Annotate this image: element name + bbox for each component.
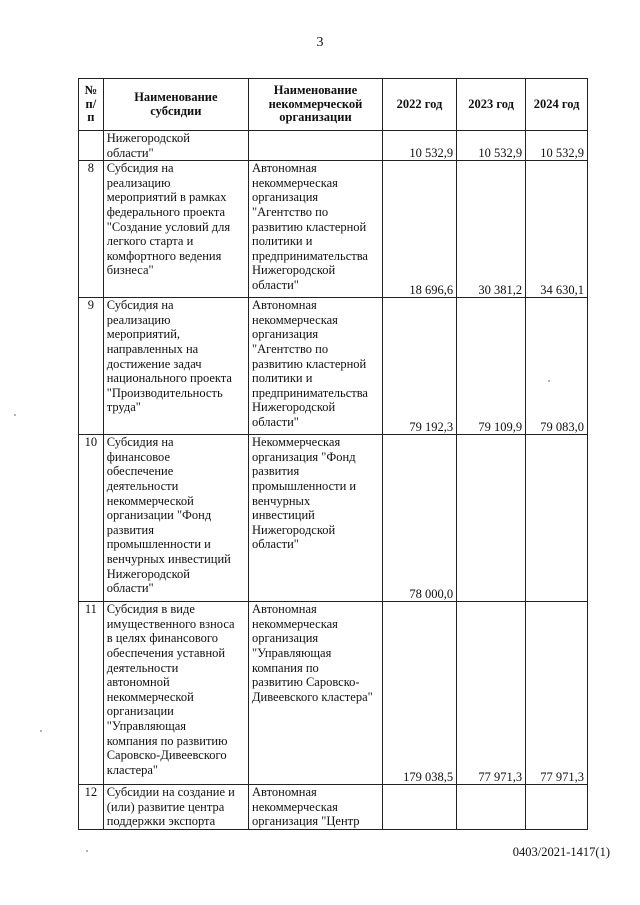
table-row — [79, 161, 588, 298]
header-2024: 2024 год — [526, 79, 588, 131]
row-organization — [249, 131, 383, 161]
table-row — [79, 131, 588, 161]
table-header-row — [79, 79, 588, 131]
table-row — [79, 785, 588, 830]
row-2022-value: 79 192,3 — [382, 298, 456, 435]
row-num: 8 — [79, 161, 104, 298]
row-2024-value — [526, 435, 588, 602]
row-organization: Автономная некоммерческая организация "Управляющая компания по развитию Саровско- Дивеевского кластера" — [249, 602, 383, 785]
document-code: 0403/2021-1417(1) — [512, 845, 610, 859]
row-num: 12 — [79, 785, 104, 830]
table-row — [79, 602, 588, 785]
row-subsidy: Субсидия на реализацию мероприятий в рамках федерального проекта "Создание условий для легкого старта и комфортного ведения бизнеса" — [103, 161, 248, 298]
scan-speck — [40, 730, 42, 732]
table-row — [79, 435, 588, 602]
row-2024-value: 34 630,1 — [526, 161, 588, 298]
row-subsidy: Нижегородской области" — [103, 131, 248, 161]
row-subsidy: Субсидия на реализацию мероприятий, направленных на достижение задач национального проекта "Производительность труда" — [103, 298, 248, 435]
table-row — [79, 298, 588, 435]
header-subsidy: Наименование субсидии — [103, 79, 248, 131]
row-2023-value: 79 109,9 — [457, 298, 526, 435]
row-subsidy: Субсидия в виде имущественного взноса в целях финансового обеспечения уставной деятельности автономной некоммерческой организации "Управляющая компания по развитию Саровско-Дивеевского кластера" — [103, 602, 248, 785]
scan-speck — [86, 850, 88, 852]
row-organization: Автономная некоммерческая организация "Агентство по развитию кластерной политики и предпринимательства Нижегородской области" — [249, 161, 383, 298]
row-2022-value: 18 696,6 — [382, 161, 456, 298]
row-subsidy: Субсидии на создание и (или) развитие центра поддержки экспорта — [103, 785, 248, 830]
row-2023-value: 10 532,9 — [457, 131, 526, 161]
subsidy-table — [78, 78, 588, 830]
row-2024-value: 77 971,3 — [526, 602, 588, 785]
row-2023-value — [457, 435, 526, 602]
row-2023-value: 77 971,3 — [457, 602, 526, 785]
row-2022-value: 78 000,0 — [382, 435, 456, 602]
row-subsidy: Субсидия на финансовое обеспечение деятельности некоммерческой организации "Фонд развития промышленности и венчурных инвестиций Нижегородской области" — [103, 435, 248, 602]
row-num: 11 — [79, 602, 104, 785]
row-2022-value — [382, 785, 456, 830]
row-2024-value: 79 083,0 — [526, 298, 588, 435]
row-organization: Некоммерческая организация "Фонд развития промышленности и венчурных инвестиций Нижегородской области" — [249, 435, 383, 602]
row-num — [79, 131, 104, 161]
row-num: 9 — [79, 298, 104, 435]
row-2022-value: 10 532,9 — [382, 131, 456, 161]
row-2024-value: 10 532,9 — [526, 131, 588, 161]
row-2023-value — [457, 785, 526, 830]
scan-speck — [14, 414, 16, 416]
row-organization: Автономная некоммерческая организация "Центр — [249, 785, 383, 830]
row-2024-value — [526, 785, 588, 830]
header-num: № п/п — [79, 79, 104, 131]
header-2022: 2022 год — [382, 79, 456, 131]
header-2023: 2023 год — [457, 79, 526, 131]
page-number: 3 — [316, 35, 324, 50]
header-organization: Наименование некоммерческой организации — [249, 79, 383, 131]
row-2023-value: 30 381,2 — [457, 161, 526, 298]
row-2022-value: 179 038,5 — [382, 602, 456, 785]
scan-speck — [548, 380, 550, 382]
row-organization: Автономная некоммерческая организация "Агентство по развитию кластерной политики и предпринимательства Нижегородской области" — [249, 298, 383, 435]
row-num: 10 — [79, 435, 104, 602]
